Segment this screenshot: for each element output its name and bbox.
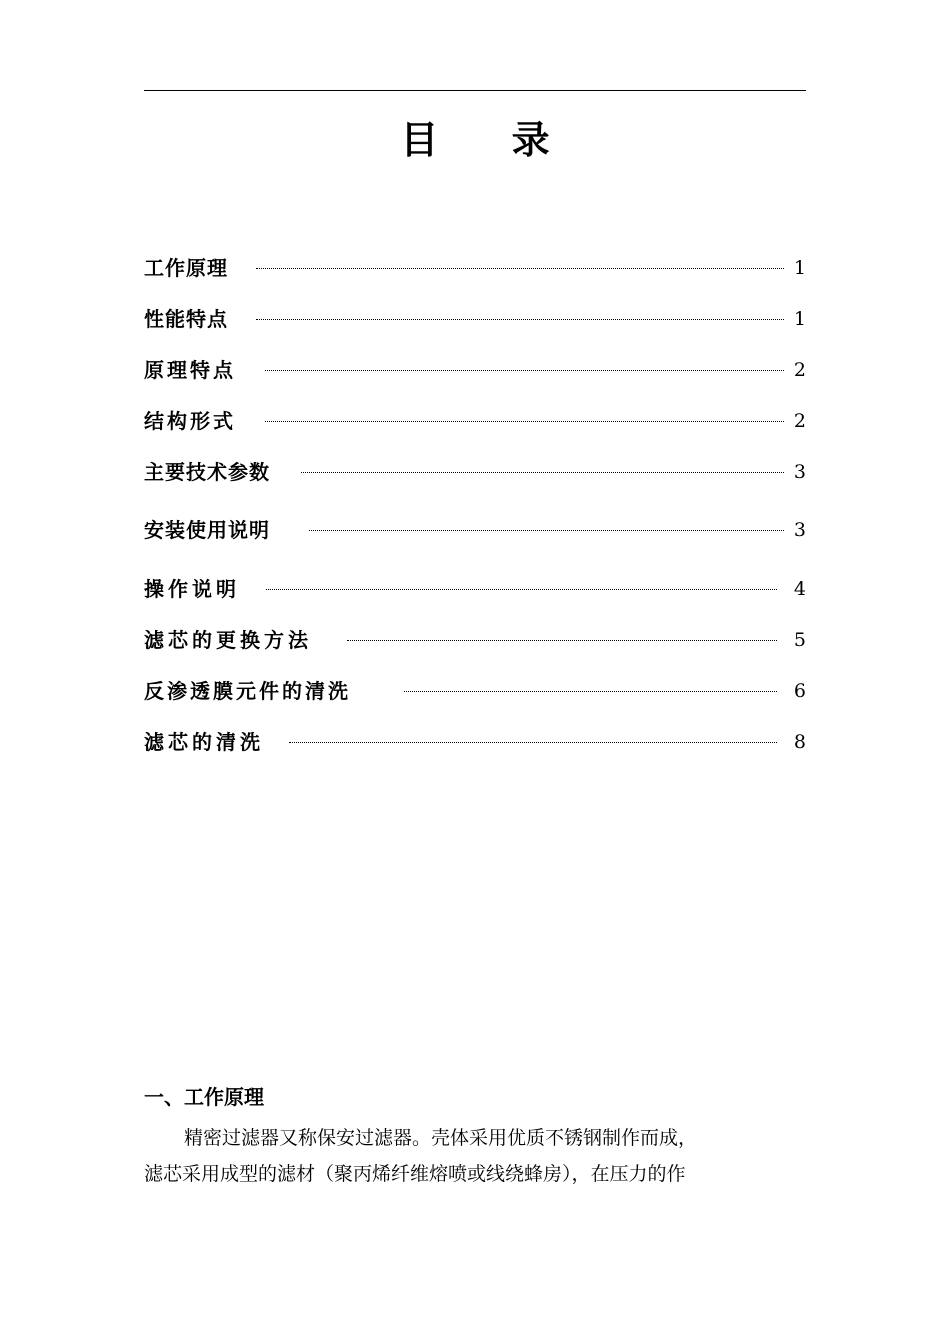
toc-entry-page: 3 [793,461,806,483]
toc-entry-label: 结构形式 [144,409,236,433]
toc-entry[interactable] [144,304,806,334]
toc-leader [266,589,777,590]
toc-entry-label: 操作说明 [144,577,240,601]
toc-entry-label: 反渗透膜元件的清洗 [144,679,351,703]
body-text-line: 滤芯采用成型的滤材（聚丙烯纤维熔喷或线绕蜂房），在压力的作 [144,1163,686,1185]
section-heading: 一、工作原理 [144,1085,264,1109]
toc-entry-page: 5 [793,629,806,651]
toc-entry[interactable] [144,676,806,706]
toc-entry-label: 原理特点 [144,358,236,382]
body-text-line: 精密过滤器又称保安过滤器。壳体采用优质不锈钢制作而成， [184,1127,698,1149]
toc-leader [265,370,784,371]
toc-entry[interactable] [144,515,806,545]
header-rule [144,90,806,91]
toc-entry-label: 安装使用说明 [144,518,270,542]
toc-leader [265,421,784,422]
toc-entry-page: 4 [793,578,806,600]
toc-entry-label: 工作原理 [144,256,228,280]
toc-entry-page: 6 [793,680,806,702]
toc-entry-page: 2 [793,359,806,381]
toc-leader [309,530,784,531]
toc-entry-page: 1 [793,308,806,330]
toc-entry[interactable] [144,253,806,283]
toc-entry[interactable] [144,355,806,385]
toc-entry[interactable] [144,406,806,436]
toc-leader [347,640,777,641]
toc-entry-label: 主要技术参数 [144,460,270,484]
toc-entry-label: 滤芯的清洗 [144,730,264,754]
toc-entry[interactable] [144,625,806,655]
toc-entry-label: 性能特点 [144,307,228,331]
toc-entry[interactable] [144,457,806,487]
toc-leader [256,268,784,269]
toc-entry[interactable] [144,727,806,757]
toc-entry-page: 3 [793,519,806,541]
toc-entry-label: 滤芯的更换方法 [144,628,312,652]
toc-entry[interactable] [144,574,806,604]
toc-leader [256,319,784,320]
toc-entry-page: 2 [793,410,806,432]
toc-title: 目 录 [400,118,580,162]
toc-leader [404,691,777,692]
toc-leader [301,472,784,473]
toc-entry-page: 1 [793,257,806,279]
toc-leader [289,742,777,743]
toc-entry-page: 8 [793,731,806,753]
